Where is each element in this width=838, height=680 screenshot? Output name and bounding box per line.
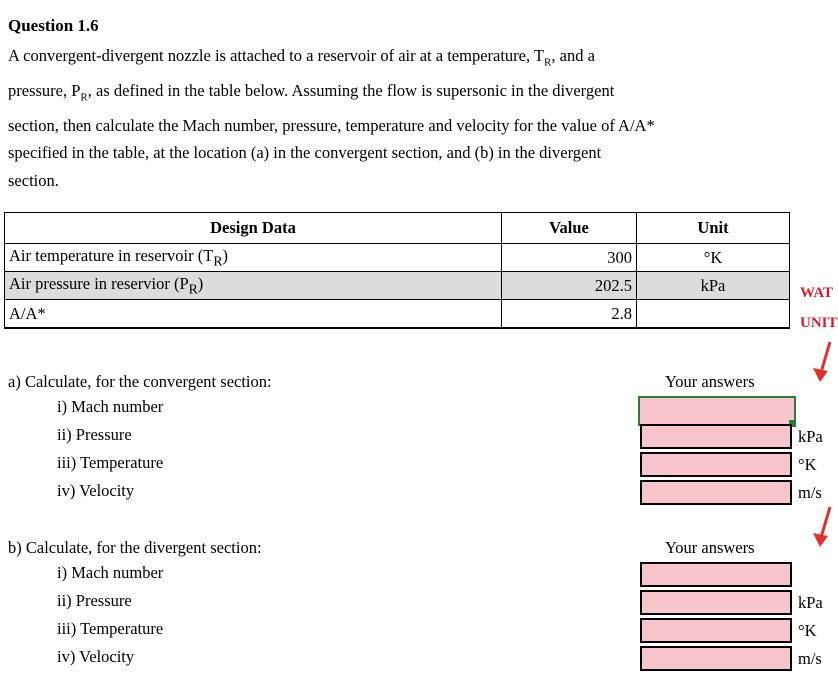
warning-text-1: WAT	[800, 285, 834, 301]
part-b-heading: b) Calculate, for the divergent section:	[8, 538, 262, 557]
warning-text-2: UNIT	[800, 315, 838, 331]
part-a-item-mach: i) Mach number	[57, 397, 164, 416]
question-title: Question 1.6	[8, 16, 99, 35]
part-b-velocity-answer[interactable]	[640, 646, 792, 671]
part-a-velocity-answer[interactable]	[640, 480, 792, 505]
part-b-item-temperature: iii) Temperature	[57, 619, 164, 638]
row-value[interactable]: 2.8	[502, 300, 637, 329]
design-data-table	[4, 212, 790, 329]
part-a-temperature-answer[interactable]	[640, 452, 792, 477]
part-b-mach-answer[interactable]	[640, 562, 792, 587]
table-row	[5, 272, 790, 300]
part-b-item-mach: i) Mach number	[57, 563, 164, 582]
part-a-item-velocity: iv) Velocity	[57, 481, 135, 500]
table-row	[5, 300, 790, 329]
row-unit[interactable]: kPa	[637, 272, 790, 300]
part-b-temperature-answer[interactable]	[640, 618, 792, 643]
row-value[interactable]: 202.5	[502, 272, 637, 300]
question-text: A convergent-divergent nozzle is attached to a reservoir of air at a temperature, $T_R$, and a pressure, $P_R$, as defined in the table below. Assuming the flow is supersonic in the divergent section, then calculate the Mach number, pressure, temperature and velocity for the value of A/A* specified in the table, at the location (a) in the convergent section, and (b) in the divergent section.	[8, 46, 655, 190]
part-a-answers-label: Your answers	[665, 372, 755, 391]
row-label[interactable]: A/A*	[5, 300, 502, 329]
row-label[interactable]: Air pressure in reservior $(P_R)$	[5, 272, 502, 300]
row-value[interactable]: 300	[502, 244, 637, 272]
part-a-pressure-unit: kPa	[798, 427, 823, 446]
part-b-pressure-answer[interactable]	[640, 590, 792, 615]
part-b-pressure-unit: kPa	[798, 593, 823, 612]
row-unit[interactable]	[637, 300, 790, 329]
header-value: Value	[502, 213, 637, 244]
part-a-velocity-unit: m/s	[798, 483, 822, 502]
part-b-velocity-unit: m/s	[798, 649, 822, 668]
part-a-heading: a) Calculate, for the convergent section:	[8, 372, 272, 391]
part-a-item-pressure: ii) Pressure	[57, 425, 132, 444]
red-arrow-icon	[810, 338, 838, 384]
part-a-item-temperature: iii) Temperature	[57, 453, 164, 472]
part-b-item-velocity: iv) Velocity	[57, 647, 135, 666]
table-row	[5, 244, 790, 272]
part-a-temperature-unit: °K	[798, 455, 817, 474]
row-unit[interactable]: °K	[637, 244, 790, 272]
part-b-item-pressure: ii) Pressure	[57, 591, 132, 610]
part-b-answers-label: Your answers	[665, 538, 755, 557]
part-b-temperature-unit: °K	[798, 621, 817, 640]
header-design-data: Design Data	[5, 213, 502, 244]
part-a-pressure-answer[interactable]	[640, 424, 792, 449]
row-label[interactable]: Air temperature in reservoir $(T_R)$	[5, 244, 502, 272]
part-a-mach-answer[interactable]	[638, 396, 796, 426]
header-unit: Unit	[637, 213, 790, 244]
red-arrow-icon	[810, 503, 838, 549]
